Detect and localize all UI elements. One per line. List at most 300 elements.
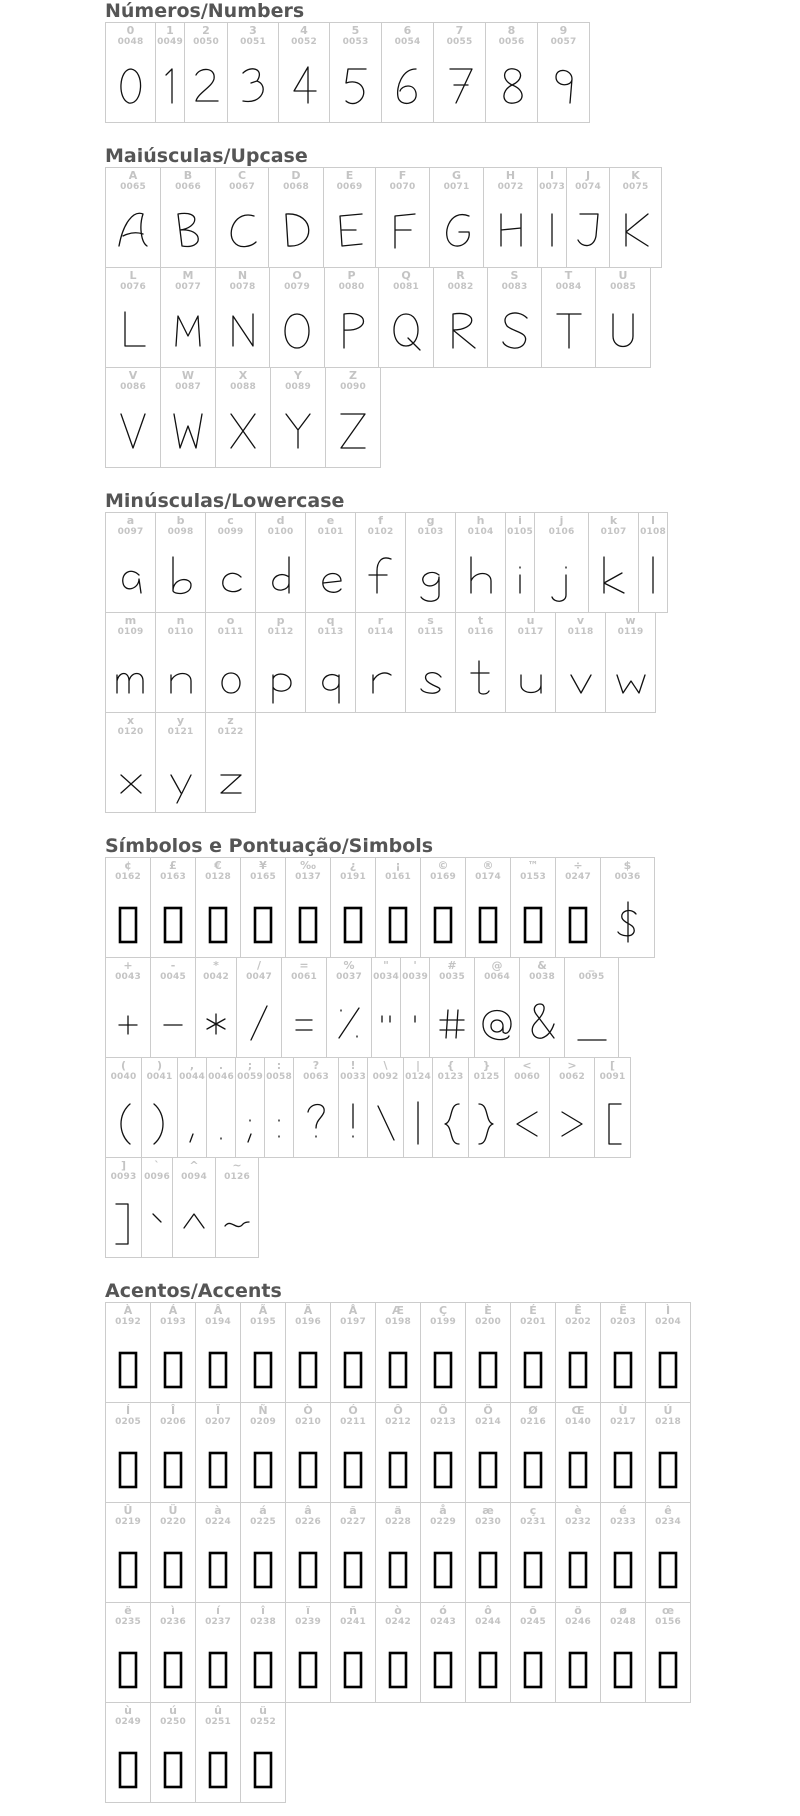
character-code: 0198 (385, 1317, 411, 1327)
glyph-cell (205, 512, 256, 613)
character-code: 0119 (617, 627, 644, 637)
glyph-sample (411, 647, 451, 703)
glyph-cell (555, 1402, 601, 1503)
glyph-sample (108, 1637, 148, 1693)
glyph-cell (105, 1402, 151, 1503)
glyph-area (327, 983, 371, 1057)
glyph-sample (288, 1537, 328, 1593)
glyph-sample (153, 892, 193, 948)
character-code: 0089 (285, 382, 311, 392)
glyph-stroke (613, 314, 633, 347)
glyph-sample (468, 1637, 508, 1693)
glyph-sample (111, 57, 151, 113)
glyph-cell (505, 612, 556, 713)
glyph-sample (198, 892, 238, 948)
missing-glyph-box (390, 908, 406, 942)
character-label: Z (349, 369, 357, 382)
glyph-sample (378, 1337, 418, 1393)
character-label: è (574, 1504, 582, 1517)
glyph-stroke (231, 414, 255, 448)
character-label: O (292, 269, 302, 282)
character-label: c (227, 514, 234, 527)
glyph-sample (153, 992, 193, 1048)
character-code: 0140 (565, 1417, 591, 1427)
glyph-cell (150, 857, 196, 958)
character-code: 0067 (229, 182, 255, 192)
missing-glyph-box (255, 1453, 271, 1487)
glyph-area (161, 393, 215, 467)
glyph-cell (215, 167, 269, 268)
missing-glyph-box (570, 1453, 586, 1487)
character-label: ] (120, 1159, 127, 1172)
glyph-area (196, 1328, 240, 1402)
glyph-stroke (251, 1006, 267, 1040)
glyph-cell (285, 1502, 331, 1603)
glyph-sample (513, 1337, 553, 1393)
glyph-sample (113, 402, 153, 458)
character-code: 0042 (203, 972, 229, 982)
character-code: 0163 (160, 872, 186, 882)
glyph-area (511, 1628, 555, 1702)
character-code: 0118 (567, 627, 594, 637)
glyph-area (556, 1528, 600, 1602)
glyph-area (216, 393, 270, 467)
character-label: ñ (349, 1604, 357, 1617)
character-label: r (377, 614, 384, 627)
glyph-sample (468, 1337, 508, 1393)
glyph-sample (111, 747, 151, 803)
glyph-cell (264, 1057, 294, 1158)
missing-glyph-box (660, 1353, 676, 1387)
character-label: õ (529, 1604, 537, 1617)
character-label: æ (482, 1504, 494, 1517)
glyph-area (488, 293, 541, 367)
glyph-area (196, 1528, 240, 1602)
glyph-cell (155, 22, 185, 123)
character-code: 0045 (160, 972, 186, 982)
glyph-cell (519, 957, 565, 1058)
glyph-cell (594, 1057, 631, 1158)
glyph-stroke (184, 1214, 204, 1228)
character-label: Ò (303, 1404, 313, 1417)
character-label: ¡ (395, 859, 401, 872)
missing-glyph-box (525, 908, 541, 942)
character-code: 0195 (250, 1317, 276, 1327)
character-label: ù (124, 1704, 132, 1717)
glyph-area (294, 1083, 338, 1157)
character-code: 0211 (340, 1417, 366, 1427)
glyph-cell (505, 512, 535, 613)
glyph-sample (378, 1537, 418, 1593)
glyph-sample (461, 547, 501, 603)
glyph-row (105, 857, 705, 957)
glyph-sample (113, 302, 153, 358)
glyph-sample (558, 1637, 598, 1693)
glyph-cell (240, 1402, 286, 1503)
character-label: ê (664, 1504, 672, 1517)
character-code: 0106 (548, 527, 575, 537)
glyph-stroke (176, 316, 200, 346)
glyph-stroke (340, 214, 362, 246)
glyph-cell (105, 167, 161, 268)
character-code: 0153 (520, 872, 546, 882)
character-label: î (261, 1604, 265, 1617)
glyph-area (376, 1528, 420, 1602)
glyph-area (106, 1083, 141, 1157)
character-code: 0193 (160, 1317, 186, 1327)
character-label: Ü (168, 1504, 178, 1517)
glyph-area (161, 293, 215, 367)
glyph-area (151, 983, 195, 1057)
glyph-cell (433, 267, 488, 368)
glyph-cell (195, 857, 241, 958)
glyph-sample (441, 302, 481, 358)
character-code: 0162 (115, 872, 141, 882)
glyph-area (196, 883, 240, 957)
glyph-area (241, 1428, 285, 1502)
missing-glyph-box (255, 908, 271, 942)
glyph-stroke (116, 1204, 128, 1244)
glyph-cell (268, 167, 324, 268)
character-label: Ã (258, 1304, 268, 1317)
character-code: 0105 (507, 527, 533, 537)
character-code: 0201 (520, 1317, 546, 1327)
glyph-sample (513, 1637, 553, 1693)
glyph-row (105, 367, 705, 467)
glyph-cell (184, 22, 228, 123)
missing-glyph-box (345, 1453, 361, 1487)
character-code: 0084 (555, 282, 582, 292)
missing-glyph-box (300, 1653, 316, 1687)
character-label: " (383, 959, 389, 972)
glyph-cell (324, 267, 379, 368)
glyph-sample (611, 647, 651, 703)
character-code: 0096 (144, 1172, 170, 1182)
glyph-stroke (394, 314, 420, 350)
glyph-area (433, 1083, 468, 1157)
character-code: 0091 (599, 1072, 626, 1082)
missing-glyph-box (300, 1553, 316, 1587)
missing-glyph-box (480, 908, 496, 942)
character-code: 0230 (475, 1517, 501, 1527)
character-label: Ö (483, 1404, 493, 1417)
character-code: 0209 (250, 1417, 276, 1427)
character-code: 0104 (467, 527, 494, 537)
glyph-cell (240, 1302, 286, 1403)
character-label: 6 (403, 24, 412, 37)
glyph-area (404, 1083, 432, 1157)
character-code: 0242 (385, 1617, 411, 1627)
character-label: ) (156, 1059, 163, 1072)
character-code: 0047 (246, 972, 272, 982)
glyph-cell (160, 167, 216, 268)
character-code: 0100 (267, 527, 294, 537)
glyph-stroke (178, 213, 198, 246)
character-label: k (609, 514, 618, 527)
character-code: 0052 (291, 37, 317, 47)
glyph-stroke (322, 574, 340, 593)
character-label: Å (348, 1304, 358, 1317)
glyph-sample (388, 57, 428, 113)
character-label: € (214, 859, 222, 872)
glyph-sample (594, 547, 634, 603)
glyph-sample (113, 202, 153, 258)
character-label: < (522, 1059, 532, 1072)
character-label: o (226, 614, 235, 627)
character-label: \ (383, 1059, 388, 1072)
glyph-cell (236, 957, 282, 1058)
character-label: 3 (249, 24, 257, 37)
glyph-stroke (503, 313, 527, 348)
glyph-area (466, 883, 510, 957)
glyph-cell (566, 167, 610, 268)
glyph-sample (495, 302, 535, 358)
glyph-sample (223, 402, 263, 458)
character-label: å (439, 1504, 447, 1517)
section-title: Minúsculas/Lowercase (105, 490, 345, 512)
glyph-stroke (609, 1104, 621, 1144)
glyph-sample (333, 892, 373, 948)
glyph-cell (375, 1602, 421, 1703)
character-label: © (437, 859, 449, 872)
glyph-row (105, 512, 705, 612)
glyph-area (106, 638, 155, 712)
glyph-sample (468, 1437, 508, 1493)
glyph-cell (375, 857, 421, 958)
glyph-area (156, 48, 184, 122)
glyph-cell (595, 267, 651, 368)
glyph-sample (198, 1437, 238, 1493)
glyph-sample (423, 1637, 463, 1693)
character-code: 0043 (115, 972, 141, 982)
glyph-sample (467, 1092, 507, 1148)
glyph-cell (105, 612, 156, 713)
glyph-area (556, 1328, 600, 1402)
character-label: D (291, 169, 301, 182)
character-label: S (510, 269, 519, 282)
glyph-cell (160, 267, 216, 368)
glyph-area (237, 983, 281, 1057)
character-code: 0200 (475, 1317, 501, 1327)
glyph-sample (558, 1437, 598, 1493)
character-label: x (126, 714, 135, 727)
glyph-area (556, 638, 605, 712)
glyph-row (105, 1302, 705, 1402)
missing-glyph-box (120, 1353, 136, 1387)
glyph-cell (330, 1602, 376, 1703)
glyph-cell (433, 22, 486, 123)
glyph-area (216, 1183, 258, 1257)
character-code: 0077 (175, 282, 201, 292)
character-code: 0044 (179, 1072, 205, 1082)
glyph-area (106, 1183, 141, 1257)
character-code: 0245 (520, 1617, 546, 1627)
glyph-area (606, 638, 655, 712)
glyph-stroke (286, 214, 309, 246)
character-code: 0058 (266, 1072, 292, 1082)
glyph-area (151, 1328, 195, 1402)
character-label: N (237, 269, 248, 282)
glyph-area (376, 1628, 420, 1702)
character-label: $ (623, 859, 632, 872)
character-label: p (276, 614, 285, 627)
missing-glyph-box (345, 908, 361, 942)
glyph-cell (638, 512, 668, 613)
character-code: 0226 (295, 1517, 321, 1527)
glyph-sample (137, 1192, 177, 1248)
glyph-sample (549, 302, 589, 358)
missing-glyph-box (345, 1553, 361, 1587)
glyph-sample (243, 1537, 283, 1593)
character-label: ö (574, 1604, 582, 1617)
character-label: @ (491, 959, 503, 972)
missing-glyph-box (165, 1453, 181, 1487)
character-label: + (123, 959, 133, 972)
glyph-cell (255, 612, 306, 713)
glyph-stroke (421, 573, 439, 602)
glyph-area (206, 638, 255, 712)
character-label: C (237, 169, 247, 182)
glyph-area (646, 1628, 690, 1702)
character-code: 0053 (342, 37, 369, 47)
glyph-area (106, 1328, 150, 1402)
character-label: Â (213, 1304, 223, 1317)
character-label: ¿ (349, 859, 357, 872)
character-code: 0068 (283, 182, 309, 192)
glyph-stroke (119, 1016, 137, 1034)
character-code: 0111 (217, 627, 244, 637)
glyph-stroke (501, 214, 521, 246)
glyph-cell (541, 267, 596, 368)
character-code: 0072 (497, 182, 524, 192)
glyph-cell (600, 1602, 646, 1703)
glyph-sample (633, 547, 673, 603)
glyph-area (324, 193, 375, 267)
character-code: 0236 (160, 1617, 186, 1627)
glyph-area (466, 1428, 510, 1502)
glyph-stroke (521, 675, 541, 693)
character-label: w (625, 614, 636, 627)
glyph-sample (423, 892, 463, 948)
character-code: 0066 (175, 182, 201, 192)
glyph-area (486, 48, 537, 122)
missing-glyph-box (480, 1653, 496, 1687)
character-code: 0081 (393, 282, 419, 292)
character-code: 0233 (610, 1517, 636, 1527)
glyph-cell (150, 1602, 196, 1703)
character-label: H (505, 169, 516, 182)
character-code: 0244 (475, 1617, 501, 1627)
glyph-area (421, 1528, 465, 1602)
glyph-area (421, 1328, 465, 1402)
glyph-area (151, 1428, 195, 1502)
glyph-area (256, 638, 305, 712)
glyph-sample (211, 747, 251, 803)
character-code: 0080 (338, 282, 365, 292)
character-label: : (276, 1059, 282, 1072)
glyph-sample (104, 1092, 144, 1148)
glyph-sample (603, 1337, 643, 1393)
character-label: g (426, 514, 435, 527)
character-label: ú (169, 1704, 177, 1717)
character-label: 8 (507, 24, 516, 37)
character-code: 0065 (120, 182, 146, 192)
glyph-area (639, 538, 667, 612)
glyph-cell (645, 1302, 691, 1403)
character-code: 0121 (167, 727, 194, 737)
glyph-row (105, 1602, 705, 1702)
glyph-area (106, 983, 150, 1057)
character-code: 0128 (205, 872, 231, 882)
character-label: û (214, 1704, 222, 1717)
missing-glyph-box (120, 1453, 136, 1487)
character-code: 0036 (614, 872, 641, 882)
character-label: 2 (202, 24, 210, 37)
glyph-stroke (173, 557, 191, 593)
glyph-area (106, 293, 160, 367)
character-code: 0214 (475, 1417, 501, 1427)
glyph-stroke (153, 1214, 161, 1222)
glyph-cell (330, 1302, 376, 1403)
glyph-cell (549, 1057, 595, 1158)
glyph-sample (276, 202, 316, 258)
character-code: 0040 (110, 1072, 137, 1082)
character-code: 0246 (565, 1617, 591, 1627)
glyph-sample (333, 1337, 373, 1393)
missing-glyph-box (480, 1453, 496, 1487)
glyph-area (542, 293, 595, 367)
missing-glyph-box (255, 1353, 271, 1387)
glyph-sample (648, 1537, 688, 1593)
glyph-sample (616, 202, 656, 258)
character-label: n (176, 614, 185, 627)
character-label: ™ (527, 859, 539, 872)
glyph-cell (270, 367, 326, 468)
character-label: e (326, 514, 335, 527)
glyph-area (206, 738, 255, 812)
character-label: ' (413, 959, 417, 972)
glyph-area (376, 1328, 420, 1402)
glyph-stroke (378, 1106, 394, 1140)
glyph-cell (600, 1502, 646, 1603)
glyph-stroke (339, 1008, 359, 1038)
glyph-cell (215, 1157, 259, 1258)
glyph-area (376, 193, 429, 267)
glyph-stroke (296, 1020, 312, 1030)
glyph-area (469, 1083, 504, 1157)
character-label: Û (123, 1504, 133, 1517)
glyph-cell (338, 1057, 368, 1158)
glyph-cell (150, 1502, 196, 1603)
character-label: Ê (574, 1304, 582, 1317)
character-label: L (129, 269, 137, 282)
glyph-sample (261, 647, 301, 703)
glyph-area (456, 638, 505, 712)
character-code: 0033 (340, 1072, 366, 1082)
glyph-sample (593, 1092, 633, 1148)
glyph-area (286, 883, 330, 957)
glyph-sample (243, 1337, 283, 1393)
glyph-stroke (382, 1016, 390, 1022)
glyph-cell (150, 1402, 196, 1503)
glyph-cell (455, 612, 506, 713)
character-label: Q (401, 269, 411, 282)
character-label: ü (259, 1704, 267, 1717)
character-code: 0234 (655, 1517, 681, 1527)
glyph-area (382, 48, 433, 122)
character-label: 9 (559, 24, 568, 37)
glyph-sample (423, 1437, 463, 1493)
